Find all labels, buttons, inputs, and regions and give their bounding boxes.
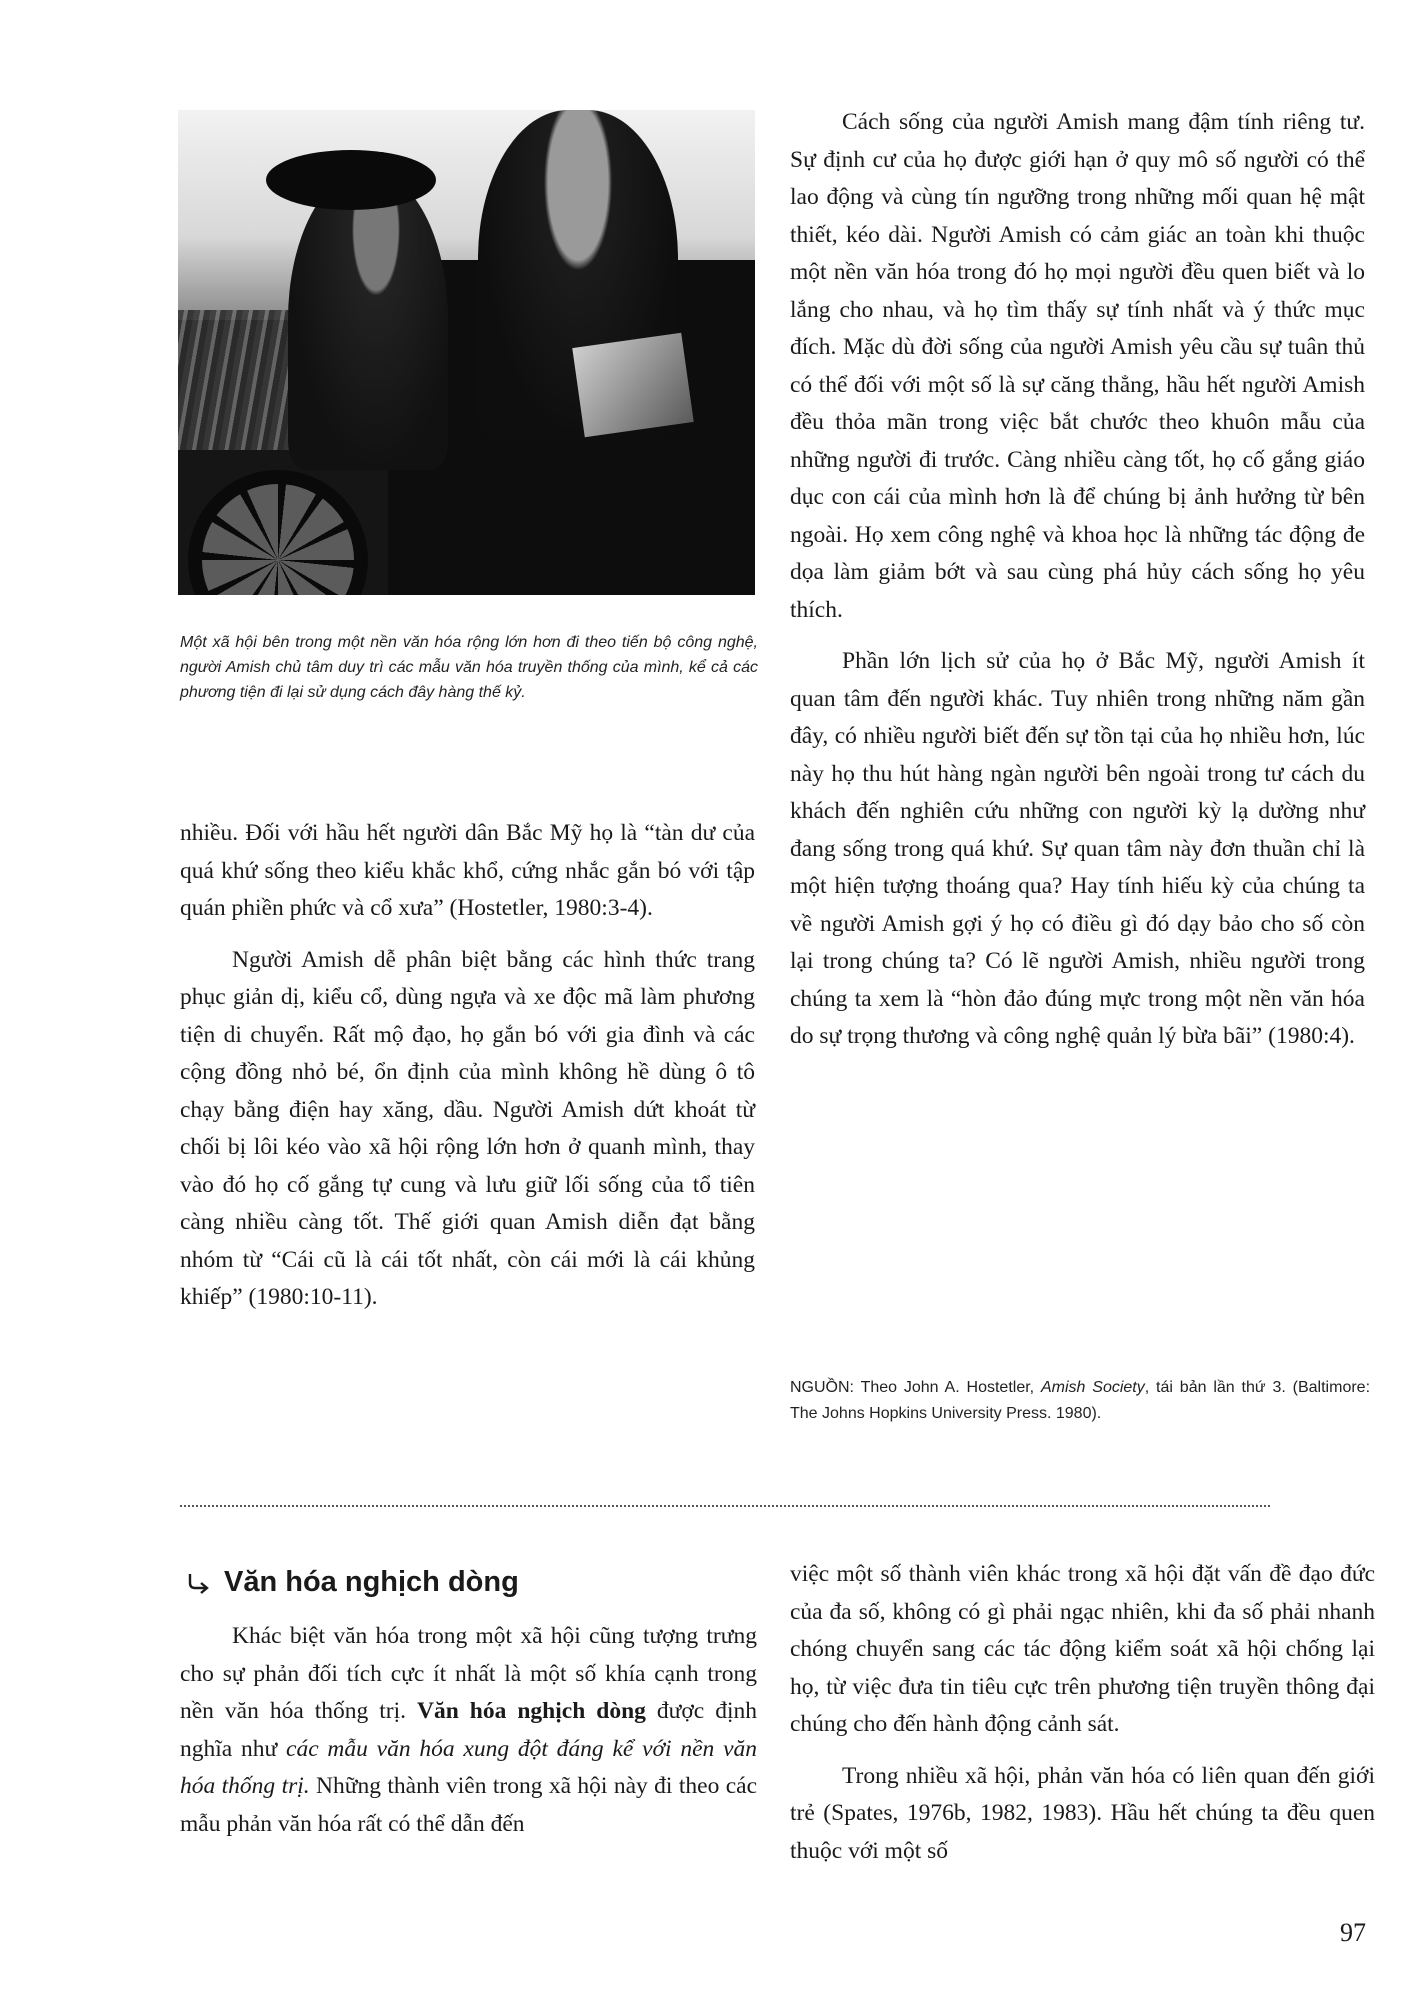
photo-man-figure — [288, 170, 448, 470]
source-prefix: NGUỒN: Theo John A. Hostetler, — [790, 1379, 1041, 1396]
photo-caption: Một xã hội bên trong một nền văn hóa rộng lớn hơn đi theo tiến bộ công nghệ, người Amish chủ tâm duy trì các mẫu văn hóa truyền thống của mình, kể cả các phương tiện đi lại sử dụng cách đây hàng thế kỷ. — [180, 634, 758, 701]
photo-wheel — [188, 470, 368, 595]
bottom-left-paragraph — [180, 1618, 757, 1843]
counterculture-term: Văn hóa nghịch dòng — [417, 1698, 646, 1724]
source-suffix: , tái bản lần thứ 3. (Baltimore: The Johns Hopkins University Press. 1980). — [790, 1379, 1371, 1422]
photo-hat — [266, 150, 436, 210]
bottom-left-text-b: được định nghĩa như — [180, 1698, 758, 1762]
source-note — [790, 1375, 1370, 1427]
bottom-right-column — [790, 1556, 1375, 1870]
hooked-arrow-icon — [186, 1570, 212, 1596]
amish-buggy-photo — [178, 110, 755, 595]
bottom-left-column — [180, 1618, 757, 1843]
section-heading — [186, 1566, 519, 1599]
photo-package — [572, 333, 693, 437]
section-divider — [180, 1505, 1270, 1507]
right-column — [790, 104, 1365, 1056]
bottom-left-text-a: Khác biệt văn hóa trong một xã hội cũng tượng trưng cho sự phản đối tích cực ít nhất là một số khía cạnh trong nền văn hóa thống trị. — [180, 1623, 757, 1724]
right-paragraph-2: Phần lớn lịch sử của họ ở Bắc Mỹ, người Amish ít quan tâm đến người khác. Tuy nhiên trong những năm gần đây, có nhiều người biết đến sự tồn tại của họ nhiều hơn, lúc này họ thu hút hàng ngàn người bên ngoài trong tư cách du khách đến nghiên cứu những con người kỳ lạ dường như đang sống trong quá khứ. Sự quan tâm này đơn thuần chỉ là một hiện tượng thoáng qua? Hay tính hiếu kỳ của chúng ta về người Amish gợi ý họ có điều gì đó dạy bảo cho số còn lại trong chúng ta? Có lẽ người Amish, nhiều người trong chúng ta xem là “hòn đảo đúng mực trong một nền văn hóa do sự trọng thương và công nghệ quản lý bừa bãi” (1980:4). — [790, 648, 1365, 1049]
page-number: 97 — [1340, 1918, 1366, 1947]
left-paragraph-1: nhiều. Đối với hầu hết người dân Bắc Mỹ họ là “tàn dư của quá khứ sống theo kiểu khắc khổ, cứng nhắc gắn bó với tập quán phiền phức và cổ xưa” (Hostetler, 1980:3-4). — [180, 820, 755, 921]
section-title: Văn hóa nghịch dòng — [224, 1566, 519, 1598]
counterculture-definition: các mẫu văn hóa xung đột đáng kể với nền văn hóa thống trị. — [180, 1735, 757, 1799]
bottom-right-paragraph-2: Trong nhiều xã hội, phản văn hóa có liên quan đến giới trẻ (Spates, 1976b, 1982, 1983). Hầu hết chúng ta đều quen thuộc với một số — [790, 1762, 1375, 1864]
bottom-right-paragraph-1: việc một số thành viên khác trong xã hội đặt vấn đề đạo đức của đa số, không có gì phải ngạc nhiên, khi đa số phải nhanh chóng chuyển sang các tác động kiểm soát xã hội chống lại họ, từ việc đưa tin tiêu cực trên phương tiện truyền thông đại chúng cho đến hành động cảnh sát. — [790, 1561, 1375, 1737]
right-paragraph-1: Cách sống của người Amish mang đậm tính riêng tư. Sự định cư của họ được giới hạn ở quy mô số người có thể lao động và cùng tín ngưỡng trong những mối quan hệ mật thiết, kéo dài. Người Amish có cảm giác an toàn khi thuộc một nền văn hóa trong đó họ mọi người đều quen biết và lo lắng cho nhau, và họ tìm thấy sự tính nhất và ý thức mục đích. Mặc dù đời sống của người Amish yêu cầu sự tuân thủ có thể đối với một số là sự căng thẳng, hầu hết người Amish đều thỏa mãn trong việc bắt chước theo khuôn mẫu của những người đi trước. Càng nhiều càng tốt, họ cố gắng giáo dục con cái của mình hơn là để chúng bị ảnh hưởng từ bên ngoài. Họ xem công nghệ và khoa học là những tác động đe dọa làm giảm bớt và sau cùng phá hủy cách sống họ yêu thích. — [790, 109, 1365, 623]
left-paragraph-2: Người Amish dễ phân biệt bằng các hình thức trang phục giản dị, kiểu cổ, dùng ngựa và xe độc mã làm phương tiện di chuyển. Rất mộ đạo, họ gắn bó với gia đình và các cộng đồng nhỏ bé, ổn định của mình không hề dùng ô tô chạy bằng điện hay xăng, dầu. Người Amish dứt khoát từ chối bị lôi kéo vào xã hội rộng lớn hơn ở quanh mình, thay vào đó họ cố gắng tự cung và lưu giữ lối sống của tổ tiên càng nhiều càng tốt. Thế giới quan Amish diễn đạt bằng nhóm từ “Cái cũ là cái tốt nhất, còn cái mới là cái khủng khiếp” (1980:10-11). — [180, 946, 755, 1310]
bottom-left-text-c: Những thành viên trong xã hội này đi theo các mẫu phản văn hóa rất có thể dẫn đến — [180, 1773, 758, 1837]
left-column — [180, 815, 755, 1317]
source-book-title: Amish Society — [1040, 1379, 1145, 1396]
